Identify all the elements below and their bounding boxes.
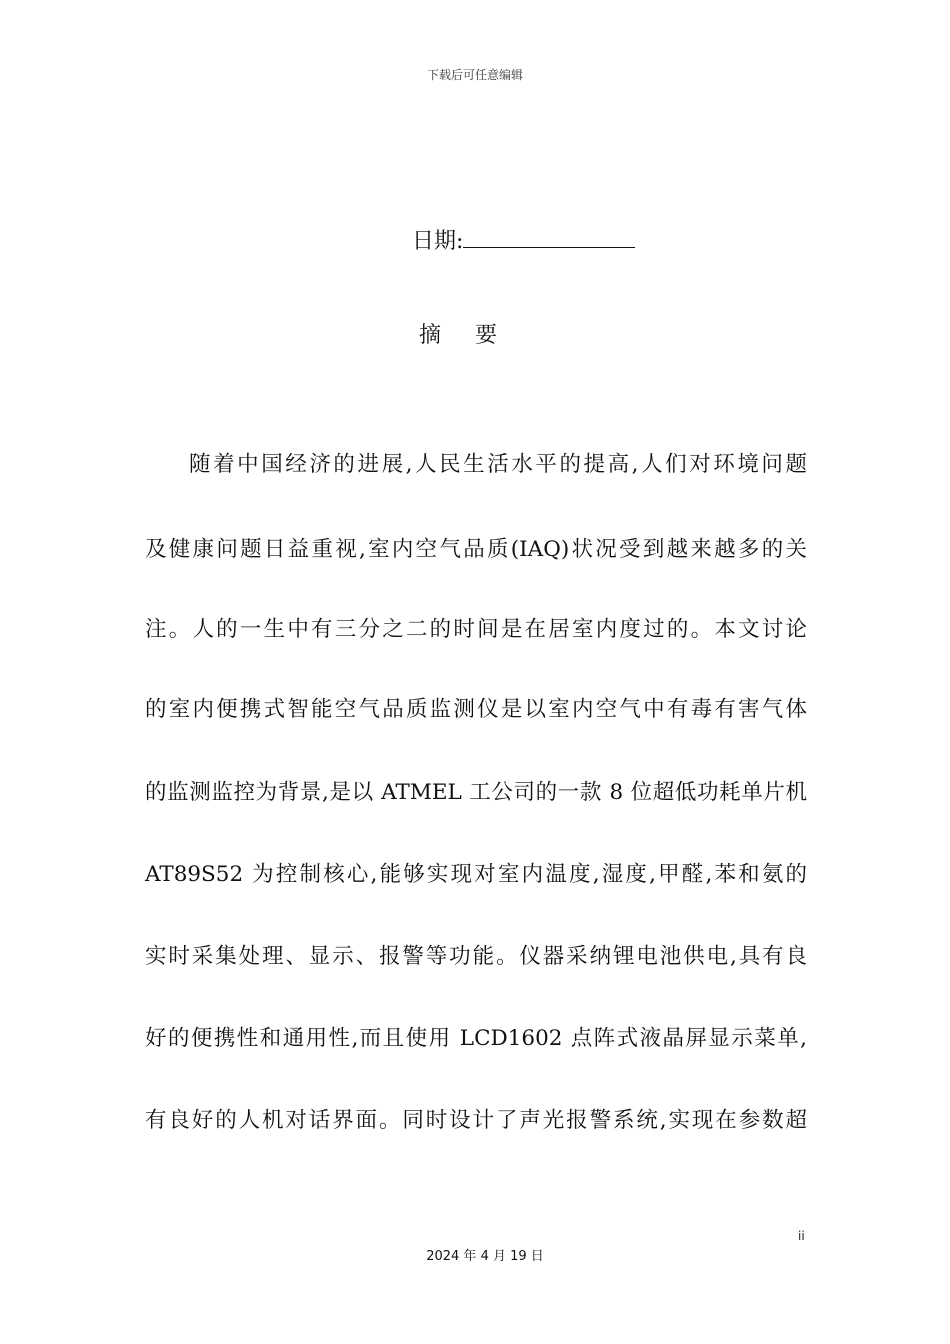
abstract-line: 注。人的一生中有三分之二的时间是在居室内度过的。本文讨论 — [145, 617, 807, 642]
abstract-line: 及健康问题日益重视,室内空气品质(IAQ)状况受到越来越多的关 — [145, 537, 807, 562]
date-label: 日期: — [412, 229, 464, 254]
abstract-title — [0, 318, 950, 349]
abstract-title-char-2: 要 — [475, 323, 498, 348]
header-note: 下载后可任意编辑 — [426, 68, 523, 82]
abstract-line: 好的便携性和通用性,而且使用 LCD1602 点阵式液晶屏显示菜单, — [145, 1026, 807, 1051]
abstract-line: 实时采集处理、显示、报警等功能。仪器采纳锂电池供电,具有良 — [145, 944, 807, 969]
abstract-line: AT89S52 为控制核心,能够实现对室内温度,湿度,甲醛,苯和氨的 — [145, 862, 807, 887]
abstract-line: 随着中国经济的进展,人民生活水平的提高,人们对环境问题 — [189, 452, 807, 477]
abstract-title-char-1: 摘 — [419, 323, 442, 348]
date-field — [412, 224, 635, 255]
abstract-line: 的室内便携式智能空气品质监测仪是以室内空气中有毒有害气体 — [145, 697, 807, 722]
page-number: ii — [798, 1229, 805, 1243]
abstract-line: 的监测监控为背景,是以 ATMEL 工公司的一款 8 位超低功耗单片机 — [145, 780, 807, 805]
footer-date: 2024 年 4 月 19 日 — [426, 1249, 544, 1264]
abstract-line: 有良好的人机对话界面。同时设计了声光报警系统,实现在参数超 — [145, 1108, 807, 1133]
date-blank-line — [463, 225, 635, 248]
